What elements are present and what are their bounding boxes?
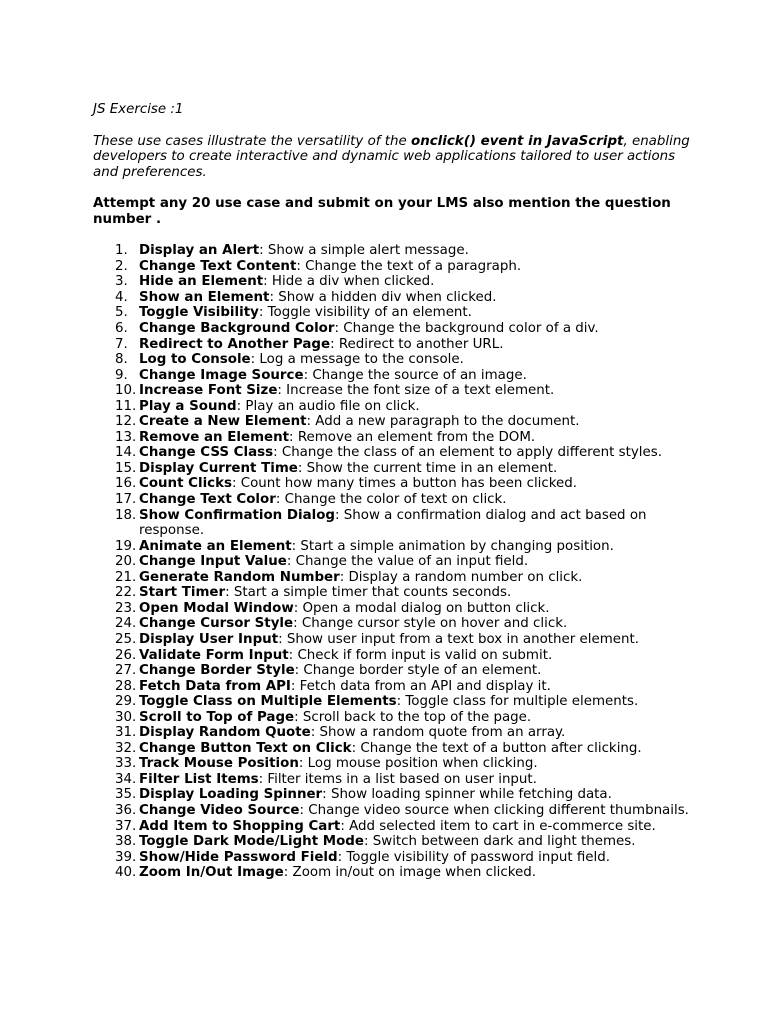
use-case-description: : Change the value of an input field.: [286, 554, 529, 570]
use-case-term: Generate Random Number: [139, 569, 340, 585]
use-case-number: 23.: [115, 600, 137, 616]
use-case-term: Add Item to Shopping Cart: [139, 818, 341, 834]
use-case-description: : Filter items in a list based on user input.: [258, 771, 537, 787]
use-case-number: 3.: [115, 274, 128, 290]
use-case-item: [93, 694, 693, 710]
use-case-item: [93, 648, 693, 664]
use-case-term: Show/Hide Password Field: [139, 849, 338, 865]
use-case-item: [93, 430, 693, 446]
use-case-item: [93, 725, 693, 741]
use-case-item: [93, 663, 693, 679]
use-case-item: [93, 819, 693, 835]
use-case-item: [93, 570, 693, 586]
use-case-term: Fetch Data from API: [139, 678, 291, 694]
use-case-description: : Add a new paragraph to the document.: [306, 414, 580, 430]
use-case-number: 40.: [115, 865, 137, 881]
use-case-description: : Switch between dark and light themes.: [363, 834, 636, 850]
use-case-description: : Fetch data from an API and display it.: [290, 678, 551, 694]
use-case-item: [93, 492, 693, 508]
use-case-number: 39.: [115, 849, 137, 865]
use-case-number: 6.: [115, 321, 128, 337]
use-case-term: Toggle Dark Mode/Light Mode: [139, 834, 364, 850]
use-case-item: [93, 352, 693, 368]
use-case-term: Display Random Quote: [139, 725, 311, 741]
use-case-item: [93, 554, 693, 570]
use-case-number: 18.: [115, 507, 137, 523]
use-case-list: [93, 243, 693, 880]
use-case-description: : Show a simple alert message.: [259, 243, 469, 259]
use-case-description: : Change the color of text on click.: [275, 492, 507, 508]
use-case-description: : Log a message to the console.: [250, 352, 464, 368]
use-case-number: 35.: [115, 787, 137, 803]
use-case-description: : Check if form input is valid on submit.: [288, 647, 553, 663]
use-case-term: Open Modal Window: [139, 600, 294, 616]
use-case-description: : Change the source of an image.: [303, 367, 527, 383]
use-case-term: Change CSS Class: [139, 445, 274, 461]
use-case-description: : Change the class of an element to apply different styles.: [273, 445, 662, 461]
use-case-item: [93, 710, 693, 726]
use-case-number: 20.: [115, 554, 137, 570]
use-case-description: : Show a hidden div when clicked.: [269, 289, 497, 305]
use-case-number: 15.: [115, 460, 137, 476]
use-case-number: 26.: [115, 647, 137, 663]
use-case-item: [93, 865, 693, 881]
use-case-term: Show Confirmation Dialog: [139, 507, 335, 523]
use-case-description: : Change video source when clicking different thumbnails.: [299, 802, 689, 818]
use-case-term: Count Clicks: [139, 476, 232, 492]
use-case-description: : Change the background color of a div.: [334, 321, 599, 337]
use-case-term: Change Button Text on Click: [139, 740, 352, 756]
use-case-item: [93, 585, 693, 601]
use-case-number: 30.: [115, 709, 137, 725]
use-case-description: : Count how many times a button has been clicked.: [231, 476, 578, 492]
use-case-item: [93, 508, 693, 539]
use-case-term: Scroll to Top of Page: [139, 709, 295, 725]
use-case-item: [93, 274, 693, 290]
use-case-number: 33.: [115, 756, 137, 772]
use-case-item: [93, 259, 693, 275]
use-case-description: : Zoom in/out on image when clicked.: [283, 865, 537, 881]
use-case-term: Display an Alert: [139, 243, 260, 259]
use-case-description: : Change cursor style on hover and click.: [293, 616, 568, 632]
use-case-number: 32.: [115, 740, 137, 756]
use-case-description: : Show the current time in an element.: [297, 460, 558, 476]
use-case-number: 14.: [115, 445, 137, 461]
use-case-number: 31.: [115, 725, 137, 741]
use-case-description: : Display a random number on click.: [339, 569, 583, 585]
use-case-description: : Show a random quote from an array.: [310, 725, 566, 741]
use-case-term: Change Background Color: [139, 321, 335, 337]
use-case-term: Remove an Element: [139, 429, 290, 445]
use-case-description: : Toggle visibility of password input field.: [337, 849, 610, 865]
use-case-term: Show an Element: [139, 289, 270, 305]
use-case-number: 12.: [115, 414, 137, 430]
use-case-description: : Add selected item to cart in e-commerce site.: [340, 818, 656, 834]
use-case-description: : Start a simple animation by changing position.: [291, 538, 614, 554]
use-case-item: [93, 445, 693, 461]
use-case-term: Change Border Style: [139, 663, 295, 679]
use-case-item: [93, 321, 693, 337]
use-case-number: 19.: [115, 538, 137, 554]
document-content: [93, 102, 693, 881]
use-case-number: 27.: [115, 663, 137, 679]
use-case-item: [93, 414, 693, 430]
use-case-description: : Toggle class for multiple elements.: [396, 694, 639, 710]
use-case-item: [93, 616, 693, 632]
use-case-item: [93, 290, 693, 306]
use-case-item: [93, 305, 693, 321]
use-case-number: 7.: [115, 336, 128, 352]
use-case-item: [93, 787, 693, 803]
use-case-item: [93, 756, 693, 772]
exercise-title: JS Exercise :1: [93, 102, 184, 117]
use-case-item: [93, 476, 693, 492]
use-case-item: [93, 461, 693, 477]
use-case-item: [93, 383, 693, 399]
use-case-term: Create a New Element: [139, 414, 307, 430]
use-case-item: [93, 741, 693, 757]
use-case-description: : Change border style of an element.: [294, 663, 542, 679]
use-case-item: [93, 368, 693, 384]
use-case-item: [93, 337, 693, 353]
use-case-description: : Remove an element from the DOM.: [289, 429, 536, 445]
use-case-number: 10.: [115, 383, 137, 399]
use-case-description: : Open a modal dialog on button click.: [293, 600, 550, 616]
use-case-description: : Hide a div when clicked.: [263, 274, 435, 290]
use-case-term: Display User Input: [139, 631, 279, 647]
use-case-description: : Change the text of a paragraph.: [296, 258, 522, 274]
use-case-term: Display Current Time: [139, 460, 298, 476]
use-case-term: Change Video Source: [139, 802, 300, 818]
use-case-term: Hide an Element: [139, 274, 264, 290]
use-case-term: Animate an Element: [139, 538, 292, 554]
use-case-item: [93, 850, 693, 866]
use-case-number: 34.: [115, 771, 137, 787]
use-case-term: Validate Form Input: [139, 647, 289, 663]
use-case-description: : Start a simple timer that counts seconds.: [225, 585, 512, 601]
use-case-item: [93, 601, 693, 617]
use-case-term: Filter List Items: [139, 771, 259, 787]
use-case-term: Play a Sound: [139, 398, 237, 414]
use-case-term: Toggle Class on Multiple Elements: [139, 694, 397, 710]
use-case-item: [93, 834, 693, 850]
intro-paragraph: [93, 134, 693, 181]
use-case-number: 17.: [115, 492, 137, 508]
use-case-number: 5.: [115, 305, 128, 321]
use-case-number: 22.: [115, 585, 137, 601]
use-case-item: [93, 772, 693, 788]
use-case-term: Track Mouse Position: [139, 756, 299, 772]
use-case-number: 13.: [115, 429, 137, 445]
use-case-number: 4.: [115, 289, 128, 305]
use-case-item: [93, 679, 693, 695]
use-case-term: Change Image Source: [139, 367, 304, 383]
use-case-item: [93, 539, 693, 555]
intro-text-after: , enabling developers to create interactive and dynamic web applications tailored to user actions and preferences.: [93, 133, 690, 180]
use-case-number: 16.: [115, 476, 137, 492]
instruction-text: Attempt any 20 use case and submit on your LMS also mention the question number .: [93, 196, 671, 227]
use-case-item: [93, 399, 693, 415]
use-case-number: 28.: [115, 678, 137, 694]
use-case-term: Log to Console: [139, 352, 251, 368]
use-case-item: [93, 243, 693, 259]
use-case-number: 25.: [115, 631, 137, 647]
use-case-description: : Show a confirmation dialog and act based on response.: [139, 507, 647, 539]
use-case-term: Change Input Value: [139, 554, 287, 570]
use-case-number: 36.: [115, 802, 137, 818]
use-case-description: : Redirect to another URL.: [330, 336, 504, 352]
use-case-number: 38.: [115, 834, 137, 850]
use-case-number: 9.: [115, 367, 128, 383]
use-case-description: : Scroll back to the top of the page.: [294, 709, 532, 725]
use-case-description: : Change the text of a button after clicking.: [351, 740, 642, 756]
use-case-term: Start Timer: [139, 585, 226, 601]
use-case-number: 8.: [115, 352, 128, 368]
intro-emphasis: onclick() event in JavaScript: [411, 133, 624, 149]
use-case-number: 24.: [115, 616, 137, 632]
use-case-description: : Toggle visibility of an element.: [258, 305, 472, 321]
use-case-number: 21.: [115, 569, 137, 585]
use-case-term: Increase Font Size: [139, 383, 278, 399]
use-case-number: 2.: [115, 258, 128, 274]
use-case-number: 37.: [115, 818, 137, 834]
use-case-term: Change Text Content: [139, 258, 297, 274]
use-case-term: Change Text Color: [139, 492, 276, 508]
use-case-term: Display Loading Spinner: [139, 787, 323, 803]
use-case-description: : Show user input from a text box in another element.: [278, 631, 639, 647]
use-case-term: Zoom In/Out Image: [139, 865, 284, 881]
use-case-number: 1.: [115, 243, 128, 259]
use-case-item: [93, 632, 693, 648]
use-case-description: : Increase the font size of a text element.: [277, 383, 555, 399]
use-case-term: Redirect to Another Page: [139, 336, 331, 352]
use-case-description: : Show loading spinner while fetching data.: [322, 787, 612, 803]
use-case-item: [93, 803, 693, 819]
use-case-description: : Log mouse position when clicking.: [298, 756, 538, 772]
use-case-term: Change Cursor Style: [139, 616, 294, 632]
use-case-description: : Play an audio file on click.: [236, 398, 420, 414]
use-case-number: 11.: [115, 398, 137, 414]
intro-text-before: These use cases illustrate the versatility of the: [93, 133, 412, 149]
use-case-number: 29.: [115, 694, 137, 710]
use-case-term: Toggle Visibility: [139, 305, 259, 321]
